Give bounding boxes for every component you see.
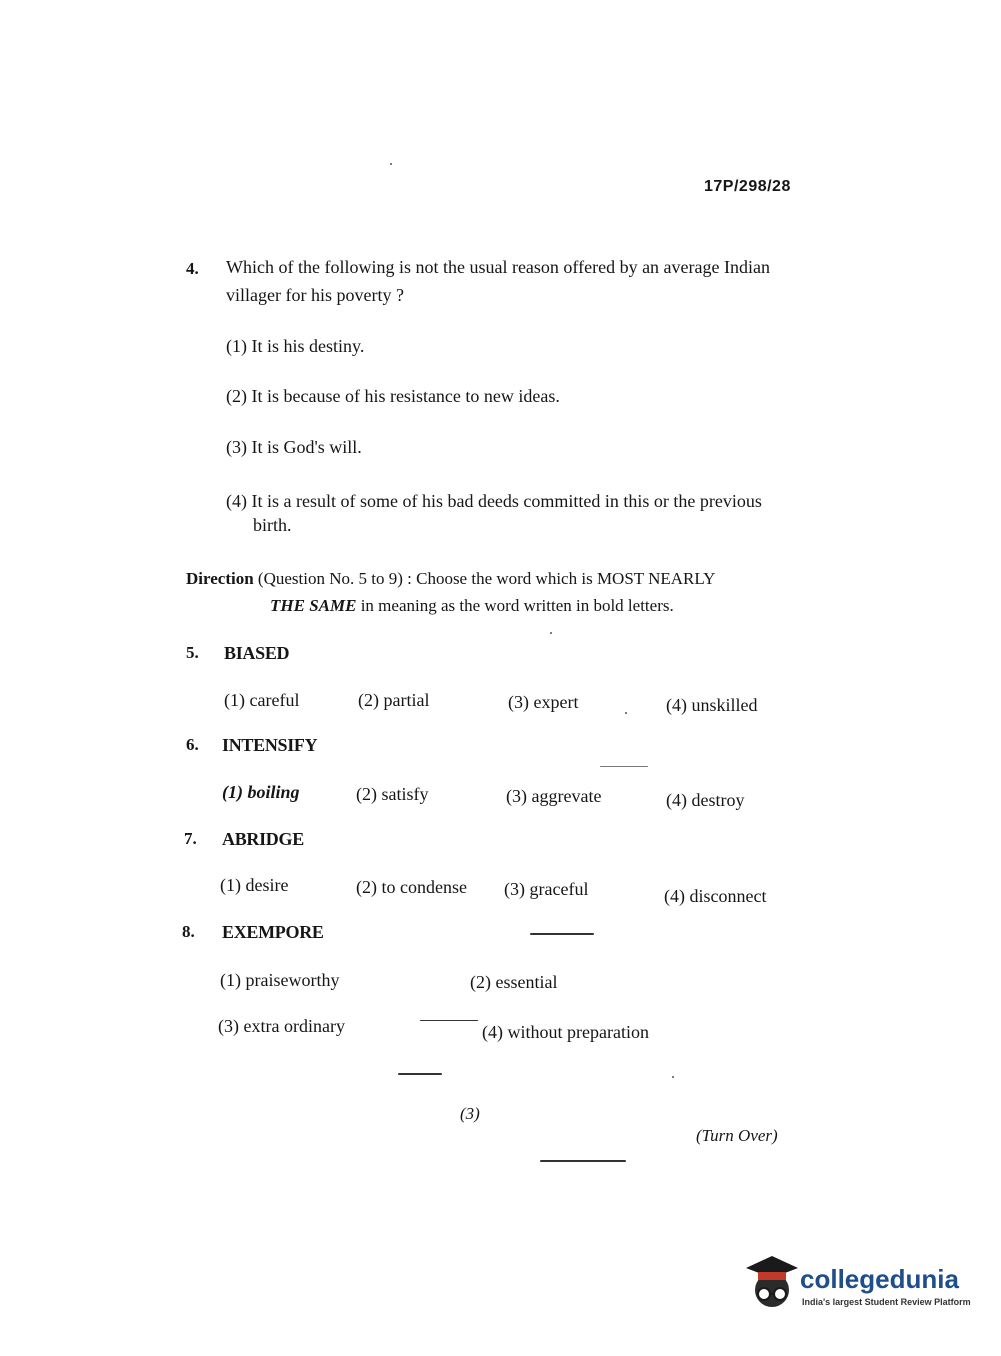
q7-option-2: (2) to condense	[356, 877, 467, 897]
q5-option-3: (3) expert	[508, 692, 579, 712]
scan-mark	[540, 1160, 626, 1162]
q7-option-4: (4) disconnect	[664, 886, 767, 906]
q6-option-4: (4) destroy	[666, 790, 745, 810]
scan-mark	[530, 933, 594, 935]
q7-option-3: (3) graceful	[504, 879, 589, 899]
scan-mark	[398, 1073, 442, 1075]
q8-number: 8.	[182, 922, 195, 941]
scan-dot	[550, 632, 552, 634]
q4-number: 4.	[186, 259, 199, 278]
scan-dot	[625, 712, 627, 714]
q8-option-2: (2) essential	[470, 972, 558, 992]
q6-option-2: (2) satisfy	[356, 784, 429, 804]
q7-word: ABRIDGE	[222, 829, 304, 849]
q8-option-4: (4) without preparation	[482, 1022, 649, 1042]
direction-text: (Question No. 5 to 9) : Choose the word which is MOST NEARLY	[257, 569, 716, 588]
turn-over-note: (Turn Over)	[696, 1126, 778, 1145]
q7-option-1: (1) desire	[220, 875, 289, 895]
direction-text-2: in meaning as the word written in bold letters.	[360, 596, 674, 615]
q4-option-2: (2) It is because of his resistance to new ideas.	[226, 386, 560, 406]
page-number: (3)	[460, 1104, 480, 1123]
direction-line-1	[186, 569, 715, 589]
direction-label: Direction	[186, 569, 254, 588]
collegedunia-tagline: India's largest Student Review Platform	[802, 1297, 971, 1307]
scan-dot	[672, 1076, 674, 1078]
direction-line-2	[270, 596, 674, 616]
q5-option-4: (4) unskilled	[666, 695, 758, 715]
q5-option-1: (1) careful	[224, 690, 300, 710]
q4-option-3: (3) It is God's will.	[226, 437, 362, 457]
q5-number: 5.	[186, 643, 199, 662]
q6-option-3: (3) aggrevate	[506, 786, 602, 806]
scan-mark	[420, 1020, 478, 1021]
direction-emphasis: THE SAME	[270, 596, 357, 615]
collegedunia-mascot-icon	[742, 1252, 800, 1312]
q6-number: 6.	[186, 735, 199, 754]
q6-option-1: (1) boiling	[222, 782, 300, 802]
collegedunia-logo-text: collegedunia	[800, 1264, 959, 1294]
q8-option-1: (1) praiseworthy	[220, 970, 340, 990]
q7-number: 7.	[184, 829, 197, 848]
q8-word: EXEMPORE	[222, 922, 324, 942]
scan-mark	[600, 766, 648, 767]
scan-dot	[390, 163, 392, 165]
q5-word: BIASED	[224, 643, 290, 663]
q5-option-2: (2) partial	[358, 690, 430, 710]
q4-option-4: (4) It is a result of some of his bad deeds committed in this or the previous	[226, 491, 762, 511]
q4-option-4-continued: birth.	[253, 515, 292, 535]
q4-text: Which of the following is not the usual reason offered by an average Indian villager for his poverty ?	[226, 257, 770, 305]
q6-word: INTENSIFY	[222, 735, 318, 755]
paper-code: 17P/298/28	[704, 178, 791, 195]
q4-option-1: (1) It is his destiny.	[226, 336, 365, 356]
q8-option-3: (3) extra ordinary	[218, 1016, 345, 1036]
